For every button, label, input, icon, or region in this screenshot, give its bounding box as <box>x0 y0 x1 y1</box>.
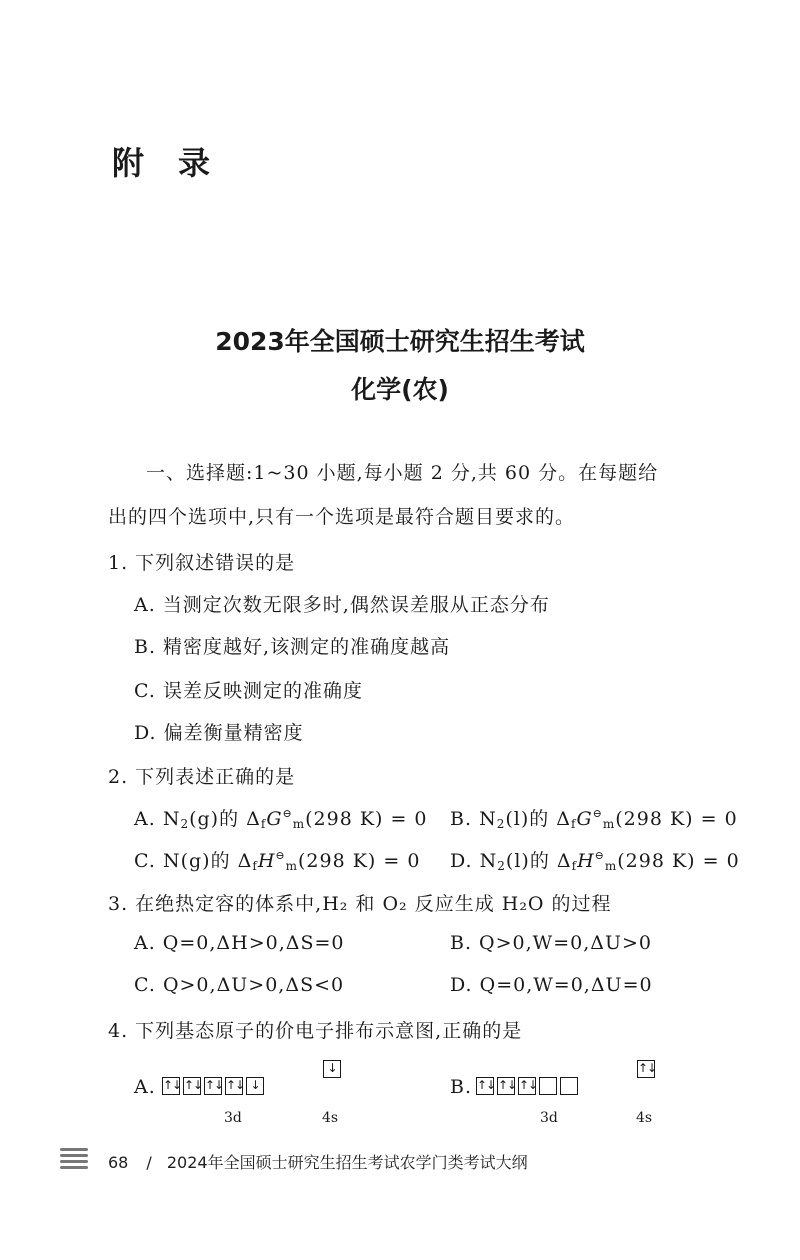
footer-book-title: 2024年全国硕士研究生招生考试农学门类考试大纲 <box>166 1153 528 1172</box>
exam-subject: 化学(农) <box>351 375 449 404</box>
section-intro-line-2: 出的四个选项中,只有一个选项是最符合题目要求的。 <box>108 506 576 528</box>
footer-separator: / <box>146 1153 152 1172</box>
orbital-box: ↑↓ <box>204 1077 222 1095</box>
question-4-option-a-4s-label: 4s <box>322 1110 339 1126</box>
question-2-option-a: A. $N_2(g)$的 $\Delta_fG^⊖_m(298$ K) = 0 <box>134 807 428 831</box>
question-1-option-c: C. 误差反映测定的准确度 <box>134 680 363 702</box>
orbital-box: ↑↓ <box>183 1077 201 1095</box>
question-3-option-d: D. Q=0,W=0,ΔU=0 <box>450 974 653 996</box>
exam-title: 2023年全国硕士研究生招生考试 <box>215 327 585 356</box>
orbital-box: ↓ <box>323 1060 341 1078</box>
question-4-option-b-label: B. <box>450 1076 473 1098</box>
question-2-option-c: C. N(g)的 $\Delta_fH^⊖_m(298$ K) = 0 <box>134 849 421 873</box>
question-3-option-b: B. Q>0,W=0,ΔU>0 <box>450 932 652 954</box>
question-2-option-b: B. $N_2(l)$的 $\Delta_fG^⊖_m(298$ K) = 0 <box>450 807 738 831</box>
question-4-option-b-4s-label: 4s <box>636 1110 653 1126</box>
section-intro-line-1: 一、选择题:1~30 小题,每小题 2 分,共 60 分。在每题给 <box>146 462 659 484</box>
question-4-option-b-3d-label: 3d <box>540 1110 558 1126</box>
question-4-option-a-4s-orbital <box>323 1058 344 1078</box>
orbital-box: ↑↓ <box>476 1077 494 1095</box>
question-1-stem: 1. 下列叙述错误的是 <box>108 552 296 574</box>
orbital-box: ↑↓ <box>518 1077 536 1095</box>
question-4-option-a-label: A. <box>134 1076 156 1098</box>
question-1-option-b: B. 精密度越好,该测定的准确度越高 <box>134 636 451 658</box>
question-2-option-d: D. $N_2(l)$的 $\Delta_fH^⊖_m(298$ K) = 0 <box>450 849 740 873</box>
question-4-option-b-4s-orbital <box>637 1058 658 1078</box>
question-2-stem: 2. 下列表述正确的是 <box>108 766 296 788</box>
question-4-option-b-3d-orbitals <box>476 1075 581 1095</box>
question-3-stem: 3. 在绝热定容的体系中,H₂ 和 O₂ 反应生成 H₂O 的过程 <box>108 893 612 915</box>
question-1-option-a: A. 当测定次数无限多时,偶然误差服从正态分布 <box>134 594 550 616</box>
appendix-heading: 附录 <box>112 144 245 182</box>
orbital-box: ↑↓ <box>162 1077 180 1095</box>
orbital-box: ↑↓ <box>497 1077 515 1095</box>
orbital-box: ↓ <box>246 1077 264 1095</box>
question-3-option-c: C. Q>0,ΔU>0,ΔS<0 <box>134 974 345 996</box>
question-1-option-d: D. 偏差衡量精密度 <box>134 722 304 744</box>
page-footer <box>60 1150 528 1173</box>
orbital-box: ↑↓ <box>225 1077 243 1095</box>
question-4-option-a-3d-label: 3d <box>224 1110 242 1126</box>
question-4-option-a-3d-orbitals <box>162 1075 267 1095</box>
question-4-stem: 4. 下列基态原子的价电子排布示意图,正确的是 <box>108 1020 523 1042</box>
orbital-box <box>539 1077 557 1095</box>
orbital-box <box>560 1077 578 1095</box>
question-3-option-a: A. Q=0,ΔH>0,ΔS=0 <box>134 932 345 954</box>
orbital-box: ↑↓ <box>637 1060 655 1078</box>
page-number: 68 <box>108 1153 129 1172</box>
